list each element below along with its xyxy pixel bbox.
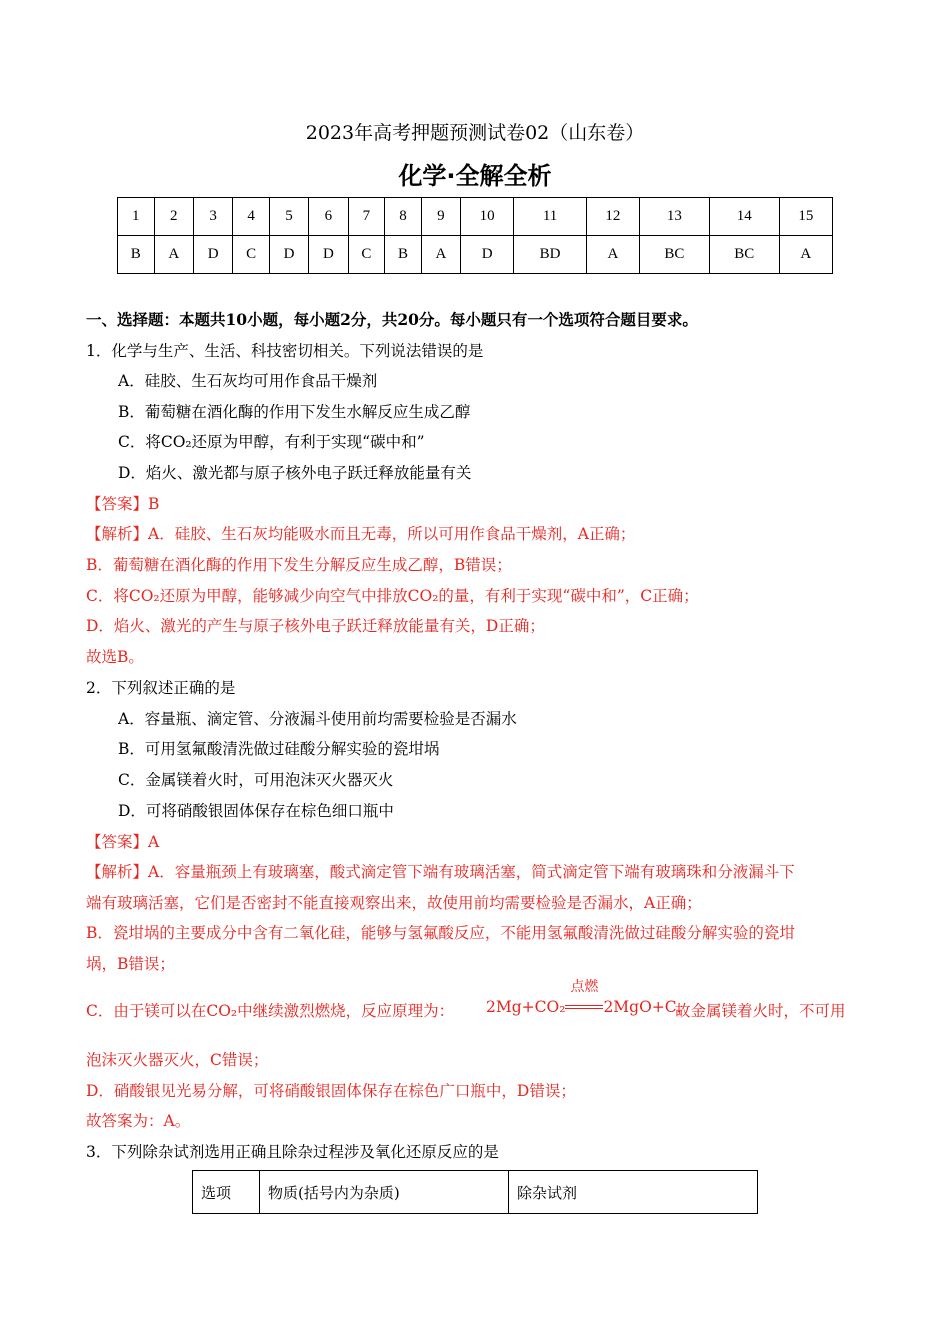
answer-value-cell: C [348,236,385,274]
answer-value-cell: B [118,236,155,274]
analysis-line: 【解析】A．容量瓶颈上有玻璃塞，酸式滴定管下端有玻璃活塞，简式滴定管下端有玻璃珠和分液漏斗下 [86,863,795,881]
analysis-line: 埚，B错误； [86,955,175,973]
analysis-line: 故答案为：A。 [86,1112,191,1130]
analysis-line: 【解析】A．硅胶、生石灰均能吸水而且无毒，所以可用作食品干燥剂，A正确； [86,525,636,543]
q3-table-header-row [193,1171,758,1214]
answer-number-cell: 12 [586,198,639,236]
answer-value-cell: D [461,236,514,274]
answer-number-cell: 14 [709,198,779,236]
answer-value-row [118,236,833,274]
answer-number-cell: 9 [421,198,460,236]
analysis-line: B．瓷坩埚的主要成分中含有二氧化硅，能够与氢氟酸反应，不能用氢氟酸清洗做过硅酸分解实验的瓷坩 [86,924,795,942]
section-heading: 一、选择题：本题共10小题，每小题2分，共20分。每小题只有一个选项符合题目要求。 [86,310,698,329]
analysis-line: C．将CO₂还原为甲醇，能够减少向空气中排放CO₂的量，有利于实现“碳中和”，C正确； [86,587,699,605]
q3-table [192,1170,758,1214]
option-b: B．可用氢氟酸清洗做过硅酸分解实验的瓷坩埚 [118,740,440,758]
answer-number-cell: 6 [309,198,348,236]
answer-value-cell: C [233,236,270,274]
reaction-right: 2MgO+C， [603,998,693,1016]
table-header-cell: 物质(括号内为杂质) [260,1171,509,1214]
answer-label: 【答案】B [86,495,160,513]
answer-value-cell: D [309,236,348,274]
answer-value-cell: BC [709,236,779,274]
option-d: D．焰火、激光都与原子核外电子跃迁释放能量有关 [118,464,472,482]
option-a: A．容量瓶、滴定管、分液漏斗使用前均需要检验是否漏水 [118,710,517,728]
answer-value-cell: A [421,236,460,274]
double-line-icon [565,1005,603,1009]
question-stem: 2．下列叙述正确的是 [86,679,236,697]
reaction-condition: 点燃 [570,979,599,995]
document-title: 2023年高考押题预测试卷02（山东卷） [305,122,645,144]
option-c: C．金属镁着火时，可用泡沫灭火器灭火 [118,771,394,789]
equals-arrow [565,979,603,1018]
answer-value-cell: A [154,236,193,274]
analysis-line: 端有玻璃活塞，它们是否密封不能直接观察出来，故使用前均需要检验是否漏水，A正确； [86,894,702,912]
answer-number-cell: 4 [233,198,270,236]
analysis-line: 泡沫灭火器灭火，C错误； [86,1051,269,1069]
answer-number-cell: 10 [461,198,514,236]
option-d: D．可将硝酸银固体保存在棕色细口瓶中 [118,802,394,820]
answer-number-cell: 2 [154,198,193,236]
question-stem: 1．化学与生产、生活、科技密切相关。下列说法错误的是 [86,342,484,360]
option-a: A．硅胶、生石灰均可用作食品干燥剂 [118,372,378,390]
answer-number-cell: 1 [118,198,155,236]
analysis-line: D．焰火、激光的产生与原子核外电子跃迁释放能量有关，D正确； [86,617,545,635]
document-subtitle: 化学·全解全析 [398,162,552,190]
answer-number-cell: 3 [193,198,232,236]
analysis-line: D．硝酸银见光易分解，可将硝酸银固体保存在棕色广口瓶中，D错误； [86,1082,576,1100]
answer-number-cell: 5 [269,198,308,236]
analysis-line: C．由于镁可以在CO₂中继续激烈燃烧，反应原理为： [86,1002,455,1020]
analysis-line: 故金属镁着火时，不可用 [675,1002,846,1020]
answer-number-cell: 15 [779,198,832,236]
analysis-line: B．葡萄糖在酒化酶的作用下发生分解反应生成乙醇，B错误； [86,556,512,574]
option-c: C．将CO₂还原为甲醇，有利于实现“碳中和” [118,433,425,451]
reaction-left: 2Mg+CO₂ [486,998,566,1016]
answer-number-cell: 11 [514,198,587,236]
answer-value-cell: D [269,236,308,274]
table-header-cell: 除杂试剂 [509,1171,758,1214]
answer-label: 【答案】A [86,833,160,851]
answer-number-cell: 13 [639,198,709,236]
option-b: B．葡萄糖在酒化酶的作用下发生水解反应生成乙醇 [118,403,471,421]
answer-value-cell: D [193,236,232,274]
answer-value-cell: A [586,236,639,274]
answer-number-cell: 8 [385,198,422,236]
answer-number-row [118,198,833,236]
answer-table [117,197,833,274]
answer-number-cell: 7 [348,198,385,236]
answer-value-cell: A [779,236,832,274]
question-stem: 3．下列除杂试剂选用正确且除杂过程涉及氧化还原反应的是 [86,1143,499,1161]
answer-value-cell: BC [639,236,709,274]
analysis-line: 故选B。 [86,648,144,666]
answer-value-cell: B [385,236,422,274]
reaction-equation [486,979,693,1018]
answer-value-cell: BD [514,236,587,274]
table-header-cell: 选项 [193,1171,260,1214]
